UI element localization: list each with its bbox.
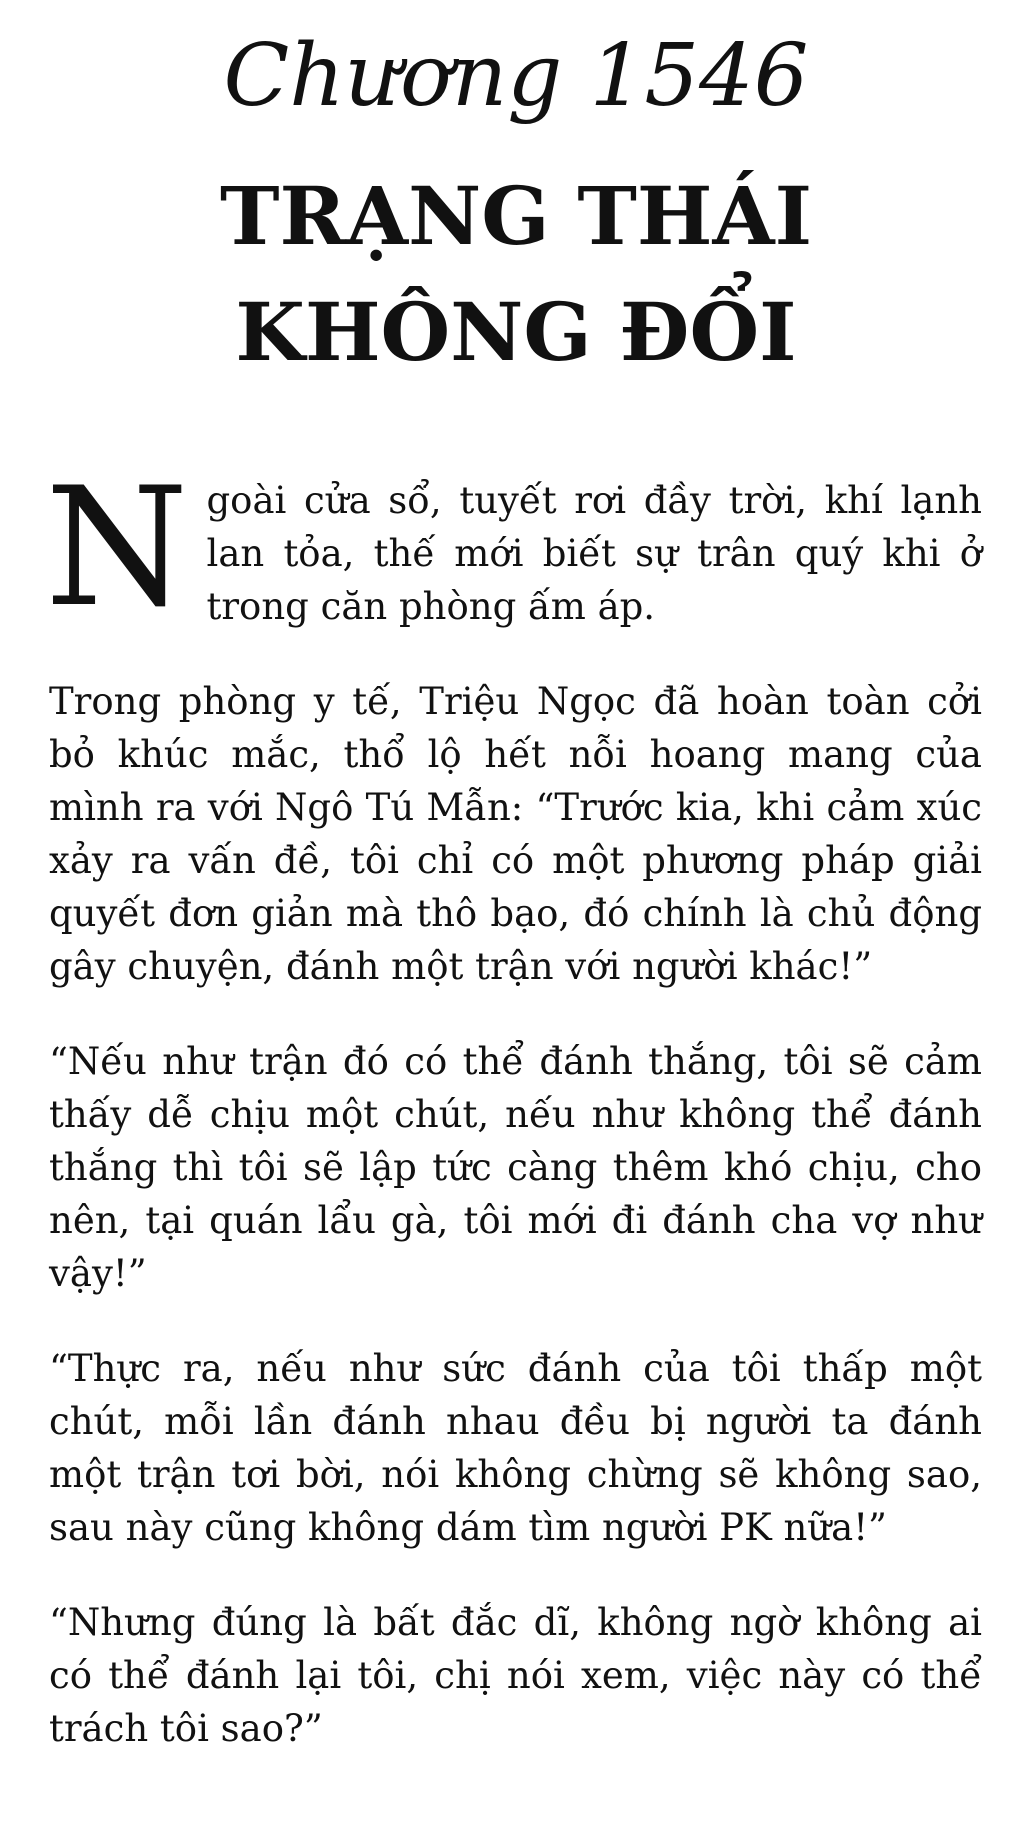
chapter-title xyxy=(0,158,1032,390)
chapter-title-line-2: KHÔNG ĐỔI xyxy=(235,285,797,379)
chapter-body xyxy=(45,452,982,1797)
paragraph-1-text: goài cửa sổ, tuyết rơi đầy trời, khí lạnh lan tỏa, thế mới biết sự trân quý khi ở trong căn phòng ấm áp. xyxy=(206,479,982,628)
paragraph-1 xyxy=(45,452,982,643)
chapter-number: Chương 1546 xyxy=(223,26,809,126)
drop-cap: N xyxy=(45,452,189,643)
paragraph-3: “Nếu như trận đó có thể đánh thắng, tôi sẽ cảm thấy dễ chịu một chút, nếu như không thể đánh thắng thì tôi sẽ lập tức càng thêm khó chịu, cho nên, tại quán lẩu gà, tôi mới đi đánh cha vợ như vậy!” xyxy=(49,1040,982,1295)
paragraph-2: Trong phòng y tế, Triệu Ngọc đã hoàn toàn cởi bỏ khúc mắc, thổ lộ hết nỗi hoang mang của mình ra với Ngô Tú Mẫn: “Trước kia, khi cảm xúc xảy ra vấn đề, tôi chỉ có một phương pháp giải quyết đơn giản mà thô bạo, đó chính là chủ động gây chuyện, đánh một trận với người khác!” xyxy=(49,680,982,988)
chapter-title-line-1: TRẠNG THÁI xyxy=(220,169,812,263)
paragraph-4: “Thực ra, nếu như sức đánh của tôi thấp một chút, mỗi lần đánh nhau đều bị người ta đánh một trận tơi bời, nói không chừng sẽ không sao, sau này cũng không dám tìm người PK nữa!” xyxy=(49,1347,982,1549)
paragraph-5: “Nhưng đúng là bất đắc dĩ, không ngờ không ai có thể đánh lại tôi, chị nói xem, việc này có thể trách tôi sao?” xyxy=(49,1601,982,1750)
